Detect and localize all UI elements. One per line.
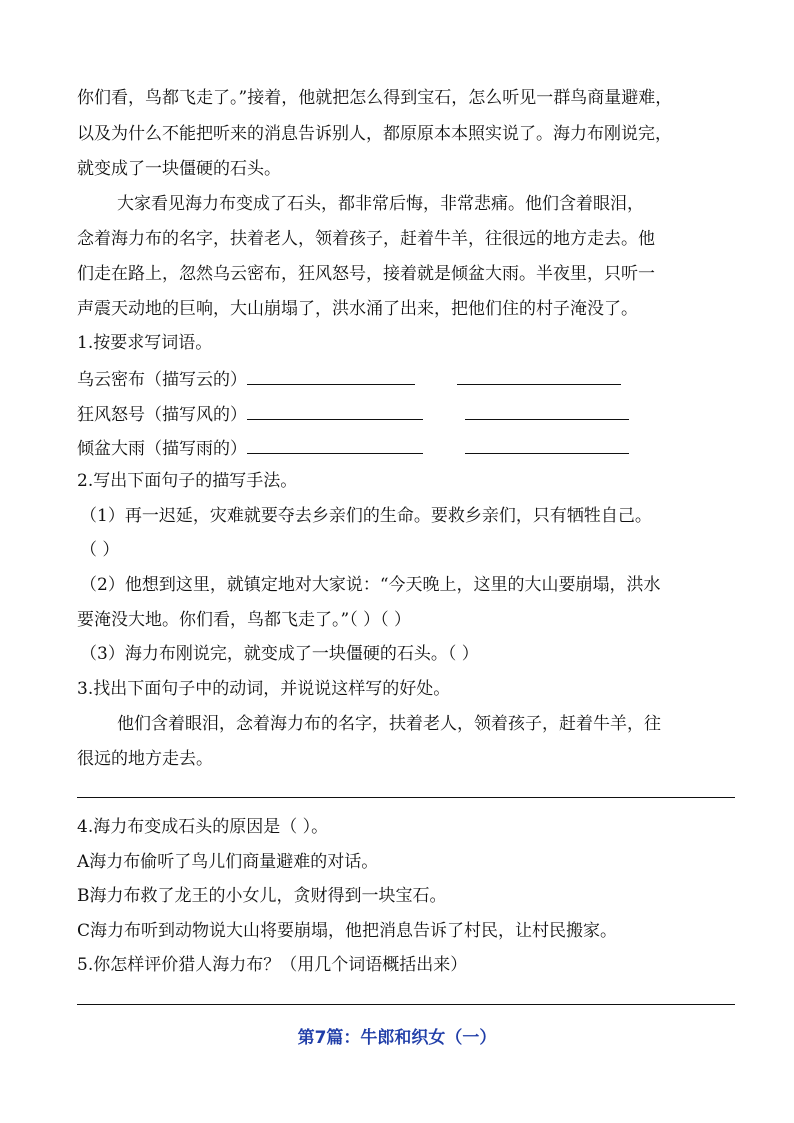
passage-line: 以及为什么不能把听来的消息告诉别人，都原原本本照实说了。海力布刚说完，	[77, 124, 672, 144]
q2-sentence-2-cont: 要淹没大地。你们看，鸟都飞走了。”（ ）（ ）	[77, 610, 411, 630]
question-5-prompt: 5.你怎样评价猎人海力布？（用几个词语概括出来）	[77, 955, 468, 975]
q4-option-c: C海力布听到动物说大山将要崩塌，他把消息告诉了村民，让村民搬家。	[77, 921, 618, 941]
question-2-prompt: 2.写出下面句子的描写手法。	[77, 471, 298, 491]
answer-blank[interactable]	[247, 403, 423, 420]
q2-sentence-1: （1）再一迟延，灾难就要夺去乡亲们的生命。要救乡亲们，只有牺牲自己。	[80, 506, 652, 526]
section-title-prefix: 第	[297, 1028, 315, 1048]
q1-item-cloud	[77, 368, 734, 390]
q3-quote-cont: 很远的地方走去。	[77, 749, 213, 769]
q2-sentence-2: （2）他想到这里，就镇定地对大家说：“今天晚上，这里的大山要崩塌，洪水	[80, 575, 661, 595]
answer-line[interactable]	[77, 797, 735, 798]
answer-blank[interactable]	[247, 437, 423, 454]
q3-quote: 他们含着眼泪，念着海力布的名字，扶着老人，领着孩子，赶着牛羊，往	[117, 714, 661, 734]
section-title	[0, 1023, 794, 1048]
answer-blank[interactable]	[465, 403, 629, 420]
q1-item-label: 乌云密布（描写云的）	[77, 370, 247, 390]
answer-line[interactable]	[77, 1004, 735, 1005]
question-4-prompt: 4.海力布变成石头的原因是（ ）。	[77, 817, 329, 837]
passage-line: 大家看见海力布变成了石头，都非常后悔，非常悲痛。他们含着眼泪，	[117, 194, 644, 214]
q1-item-label: 倾盆大雨（描写雨的）	[77, 439, 247, 459]
q4-option-a: A海力布偷听了鸟儿们商量避难的对话。	[77, 852, 379, 872]
q1-item-label: 狂风怒号（描写风的）	[77, 405, 247, 425]
answer-blank[interactable]	[247, 368, 415, 385]
passage-line: 们走在路上，忽然乌云密布，狂风怒号，接着就是倾盆大雨。半夜里，只听一	[77, 264, 655, 284]
question-3-prompt: 3.找出下面句子中的动词，并说说这样写的好处。	[77, 679, 451, 699]
q2-sentence-3: （3）海力布刚说完，就变成了一块僵硬的石头。（ ）	[80, 644, 479, 664]
section-title-number: 7	[314, 1028, 327, 1048]
q4-option-b: B海力布救了龙王的小女儿，贪财得到一块宝石。	[77, 886, 447, 906]
answer-blank[interactable]: （ ）	[80, 540, 120, 560]
passage-line: 声震天动地的巨响，大山崩塌了，洪水涌了出来，把他们住的村子淹没了。	[77, 299, 638, 319]
passage-line: 就变成了一块僵硬的石头。	[77, 159, 281, 179]
passage-line: 你们看，鸟都飞走了。”接着，他就把怎么得到宝石，怎么听见一群鸟商量避难，	[77, 88, 673, 108]
question-1-prompt: 1.按要求写词语。	[77, 333, 213, 353]
answer-blank[interactable]	[465, 437, 629, 454]
section-title-text: 篇：牛郎和织女（一）	[326, 1028, 497, 1048]
answer-blank[interactable]	[457, 368, 621, 385]
q1-item-rain	[77, 437, 734, 459]
q1-item-wind	[77, 403, 734, 425]
passage-line: 念着海力布的名字，扶着老人，领着孩子，赶着牛羊，往很远的地方走去。他	[77, 229, 655, 249]
